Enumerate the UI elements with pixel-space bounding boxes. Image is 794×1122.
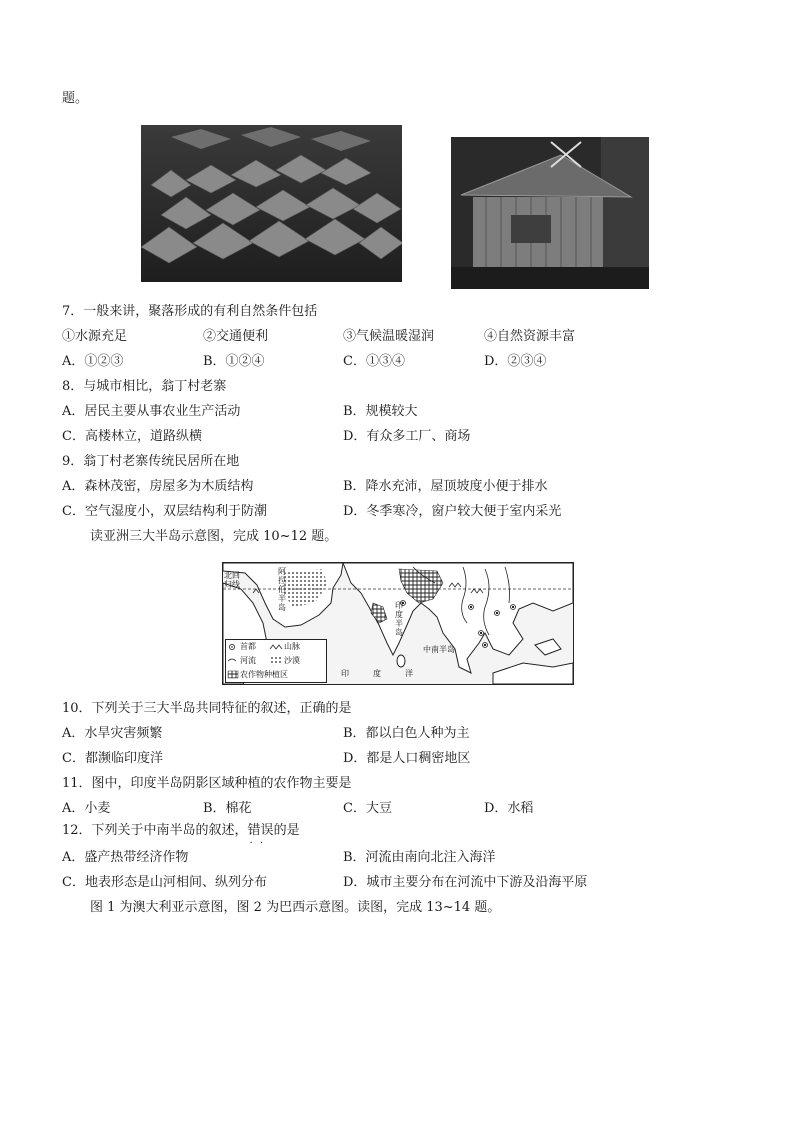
legend-mountain: 山脉 bbox=[284, 642, 300, 651]
q12-option-c[interactable]: C．地表形态是山河相间、纵列分布 bbox=[62, 875, 267, 890]
q10-option-c[interactable]: C．都濒临印度洋 bbox=[62, 751, 163, 766]
q7-item-3: ③气候温暖湿润 bbox=[343, 329, 435, 344]
q12-stem-post: 的是 bbox=[273, 823, 300, 838]
q11-option-d[interactable]: D．水稻 bbox=[484, 801, 534, 816]
legend-crop: 农作物种植区 bbox=[240, 670, 288, 679]
q12-stem-pre: 12．下列关于中南半岛的叙述， bbox=[62, 823, 248, 838]
q12-option-a[interactable]: A．盛产热带经济作物 bbox=[62, 850, 189, 865]
q10-option-d[interactable]: D．都是人口稠密地区 bbox=[343, 751, 471, 766]
q7-option-a[interactable]: A．①②③ bbox=[62, 354, 124, 369]
legend-river: 河流 bbox=[240, 656, 256, 665]
q11-option-b[interactable]: B．棉花 bbox=[203, 801, 252, 816]
indochina-label: 中南半岛 bbox=[423, 645, 455, 654]
q7-option-d[interactable]: D．②③④ bbox=[484, 354, 547, 369]
legend-desert: 沙漠 bbox=[284, 656, 300, 665]
question-8-stem: 8．与城市相比，翁丁村老寨 bbox=[62, 379, 227, 394]
text-fragment: 题。 bbox=[62, 91, 89, 106]
q8-option-b[interactable]: B．规模较大 bbox=[343, 404, 418, 419]
section-intro-10-12: 读亚洲三大半岛示意图，完成 10~12 题。 bbox=[90, 529, 338, 544]
q9-option-a[interactable]: A．森林茂密，房屋多为木质结构 bbox=[62, 479, 254, 494]
section-intro-13-14: 图 1 为澳大利亚示意图，图 2 为巴西示意图。读图，完成 13~14 题。 bbox=[90, 900, 501, 915]
q9-option-d[interactable]: D．冬季寒冷，窗户较大便于室内采光 bbox=[343, 504, 562, 519]
india-label: 印 度 半 岛 bbox=[395, 601, 403, 637]
question-7-stem: 7．一般来讲，聚落形成的有利自然条件包括 bbox=[62, 304, 318, 319]
legend-capital: 首都 bbox=[240, 642, 256, 651]
ocean-label-2: 度 bbox=[373, 669, 381, 678]
q8-option-c[interactable]: C．高楼林立，道路纵横 bbox=[62, 429, 202, 444]
q7-item-1: ①水源充足 bbox=[62, 329, 128, 344]
q12-stem-emphasis: 错误 · · bbox=[248, 823, 274, 838]
q11-option-a[interactable]: A．小麦 bbox=[62, 801, 111, 816]
village-roofs-photo bbox=[141, 125, 402, 282]
q12-option-d[interactable]: D．城市主要分布在河流中下游及沿海平原 bbox=[343, 875, 588, 890]
q8-option-d[interactable]: D．有众多工厂、商场 bbox=[343, 429, 471, 444]
arabia-label: 阿 拉 伯 半 岛 bbox=[278, 567, 286, 612]
q10-option-a[interactable]: A．水旱灾害频繁 bbox=[62, 726, 163, 741]
question-11-stem: 11．图中，印度半岛阴影区域种植的农作物主要是 bbox=[62, 776, 352, 791]
ocean-label-1: 印 bbox=[341, 669, 349, 678]
q7-option-c[interactable]: C．①③④ bbox=[343, 354, 405, 369]
question-9-stem: 9．翁丁村老寨传统民居所在地 bbox=[62, 454, 240, 469]
q10-option-b[interactable]: B．都以白色人种为主 bbox=[343, 726, 470, 741]
map-legend bbox=[225, 639, 327, 683]
tropic-label: 北回 归线 bbox=[224, 571, 240, 589]
q9-option-c[interactable]: C．空气湿度小，双层结构利于防潮 bbox=[62, 504, 267, 519]
asia-peninsulas-map bbox=[222, 562, 574, 685]
question-12-stem bbox=[62, 822, 300, 840]
stilt-house-photo bbox=[451, 137, 649, 289]
q8-option-a[interactable]: A．居民主要从事农业生产活动 bbox=[62, 404, 241, 419]
q7-item-2: ②交通便利 bbox=[203, 329, 269, 344]
ocean-label-3: 洋 bbox=[405, 669, 413, 678]
q12-option-b[interactable]: B．河流由南向北注入海洋 bbox=[343, 850, 496, 865]
q7-option-b[interactable]: B．①②④ bbox=[203, 354, 265, 369]
q7-item-4: ④自然资源丰富 bbox=[484, 329, 576, 344]
question-10-stem: 10．下列关于三大半岛共同特征的叙述，正确的是 bbox=[62, 701, 352, 716]
q11-option-c[interactable]: C．大豆 bbox=[343, 801, 392, 816]
q9-option-b[interactable]: B．降水充沛，屋顶坡度小便于排水 bbox=[343, 479, 548, 494]
